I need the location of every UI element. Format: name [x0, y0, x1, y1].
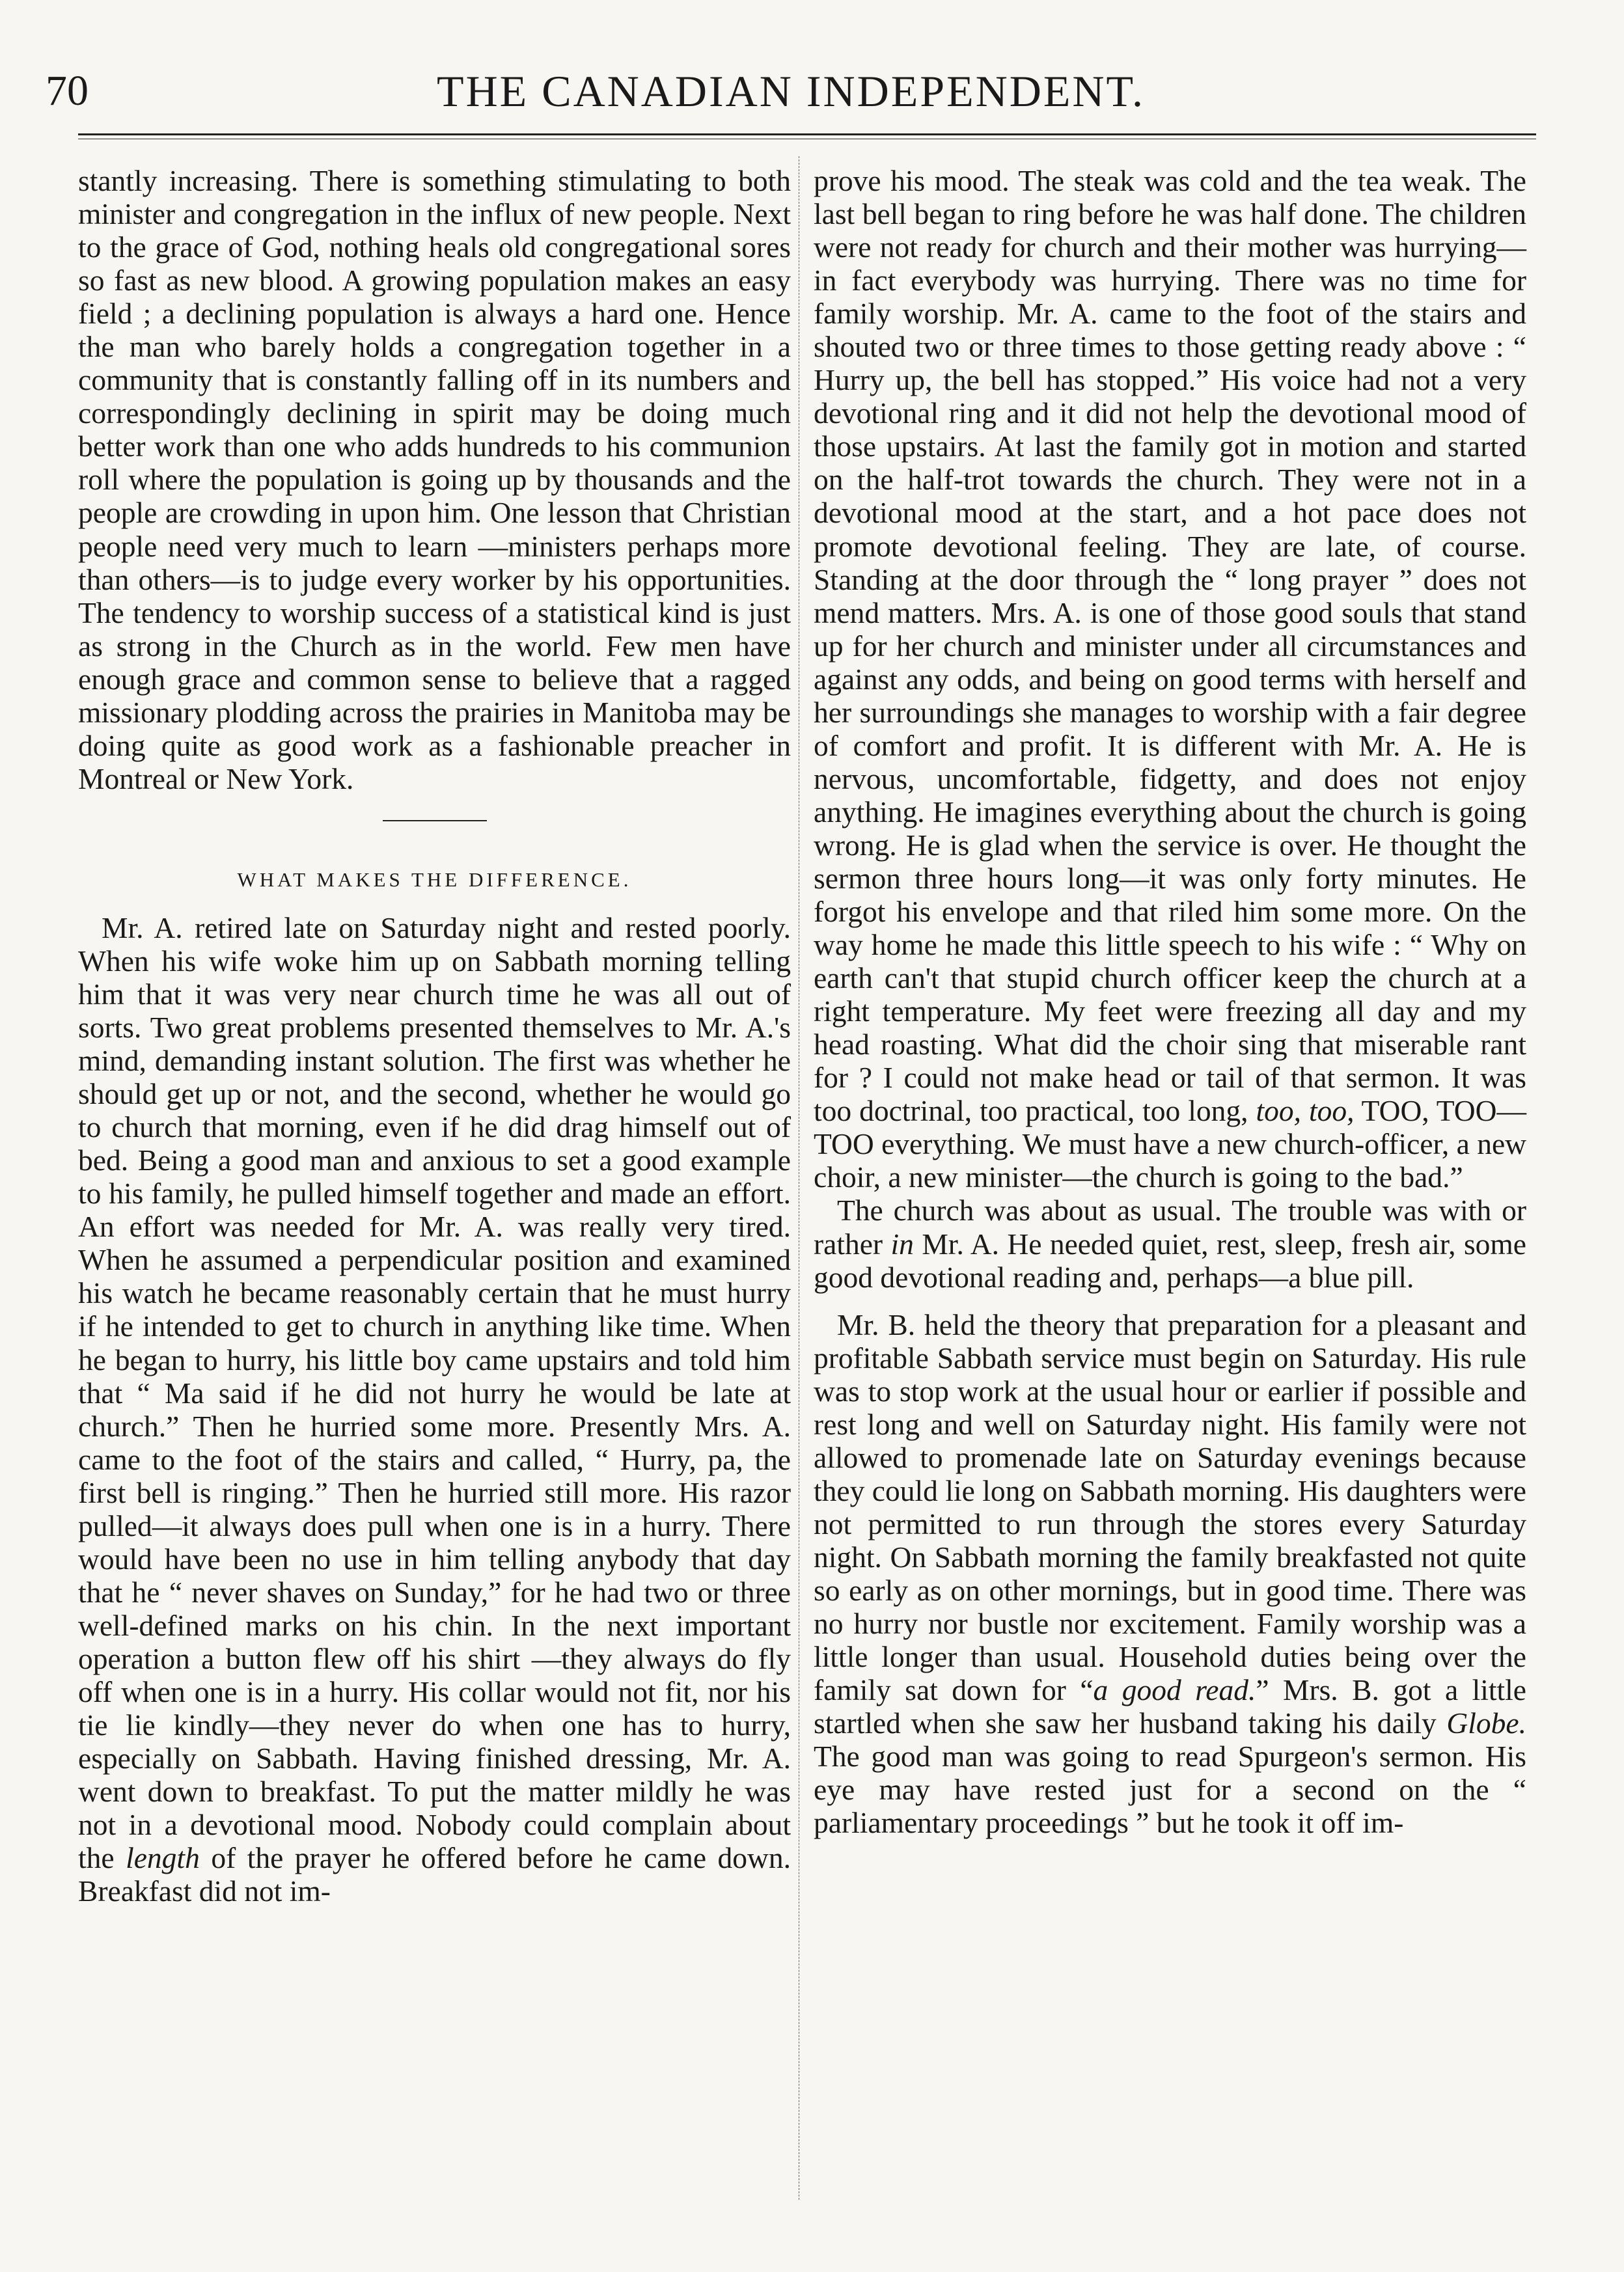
paragraph: [814, 1308, 1526, 1840]
paragraph-text: The church was about as usual. The trouble was with or rather: [814, 1194, 1526, 1261]
page-number: 70: [46, 67, 89, 115]
running-title: THE CANADIAN INDEPENDENT.: [437, 66, 1145, 116]
header-rule-thick: [78, 133, 1536, 135]
paragraph: [814, 164, 1526, 1194]
right-column: [814, 164, 1526, 1839]
paragraph-text: The good man was going to read Spurgeon's sermon. His eye may have rested just for a second on the “ parliamentary proceedings ” but he took it off im-: [814, 1740, 1526, 1840]
section-divider: [383, 820, 487, 821]
section-heading: WHAT MAKES THE DIFFERENCE.: [237, 868, 632, 891]
emphasis: in: [890, 1227, 914, 1261]
paragraph: [78, 911, 791, 1908]
paragraph-text: of the prayer he offered before he came down. Breakfast did not im-: [78, 1841, 791, 1908]
emphasis: Globe.: [1446, 1706, 1526, 1740]
paragraph-text: Mr. B. held the theory that preparation for a pleasant and profitable Sabbath service must begin on Saturday. His rule was to stop work at the usual hour or earlier if possible and rest long and well on Saturday night. His family were not allowed to promenade late on Saturday evenings because they could lie long on Sabbath morning. His daughters were not permitted to run through the stores every Saturday night. On Sabbath morning the family breakfasted not quite so early as on other mornings, but in good time. There was no hurry nor bustle nor excitement. Family worship was a little longer than usual. Household duties being over the family sat down for “: [814, 1307, 1526, 1707]
paragraph-text: prove his mood. The steak was cold and the tea weak. The last bell began to ring before he was half done. The children were not ready for church and their mother was hurrying—in fact everybody was hurrying. There was no time for family worship. Mr. A. came to the foot of the stairs and shouted two or three times to those getting ready above : “ Hurry up, the bell has stopped.” His voice had not a very devotional ring and it did not help the devotional mood of those upstairs. At last the family got in motion and started on the half-trot towards the church. They were not in a devotional mood at the start, and a hot pace does not promote devotional feeling. They are late, of course. Standing at the door through the “ long prayer ” does not mend matters. Mrs. A. is one of those good souls that stand up for her church and minister under all circumstances and against any odds, and being on good terms with herself and her surroundings she manages to worship with a fair degree of comfort and profit. It is different with Mr. A. He is nervous, uncomfortable, fidgetty, and does not enjoy anything. He imagines everything about the church is going wrong. He is glad when the service is over. He thought the sermon three hours long—it was only forty minutes. He forgot his envelope and that riled him some more. On the way home he made this little speech to his wife : “ Why on earth can't that stupid church officer keep the church at a right temperature. My feet were freezing all day and my head roasting. What did the choir sing that miserable rant for ? I could not make head or tail of that sermon. It was too doctrinal, too practical, too long,: [814, 164, 1526, 1128]
paragraph: [814, 1194, 1526, 1293]
emphasis: length: [126, 1841, 200, 1875]
paragraph-text: Mr. A. retired late on Saturday night and rested poorly. When his wife woke him up on Sabbath morning telling him that it was very near church time he was all out of sorts. Two great problems presented themselves to Mr. A.'s mind, demanding instant solution. The first was whether he should get up or not, and the second, whether he would go to church that morning, even if he did drag himself out of bed. Being a good man and anxious to set a good example to his family, he pulled himself together and made an effort. An effort was needed for Mr. A. was really very tired. When he assumed a perpendicular position and examined his watch he became reasonably certain that he must hurry if he intended to get to church in anything like time. When he began to hurry, his little boy came upstairs and told him that “ Ma said if he did not hurry he would be late at church.” Then he hurried some more. Presently Mrs. A. came to the foot of the stairs and called, “ Hurry, pa, the first bell is ringing.” Then he hurried still more. His razor pulled—it always does pull when one is in a hurry. There would have been no use in him telling anybody that day that he “ never shaves on Sunday,” for he had two or three well-defined marks on his chin. In the next important operation a button flew off his shirt —they always do fly off when one is in a hurry. His collar would not fit, nor his tie lie kindly—they never do when one has to hurry, especially on Sabbath. Having finished dressing, Mr. A. went down to breakfast. To put the matter mildly he was not in a devotional mood. Nobody could complain about the: [78, 910, 791, 1875]
left-column: [78, 164, 791, 1908]
emphasis: too, too,: [1256, 1094, 1355, 1128]
paragraph-text: stantly increasing. There is something stimulating to both minister and congregation in the influx of new people. Next to the grace of God, nothing heals old congregational sores so fast as new blood. A growing population makes an easy field ; a declining population is always a hard one. Hence the man who barely holds a congregation together in a community that is constantly falling off in its numbers and correspondingly declining in spirit may be doing much better work than one who adds hundreds to his communion roll where the population is going up by thousands and the people are crowding in upon him. One lesson that Christian people need very much to learn —ministers perhaps more than others—is to judge every worker by his opportunities. The tendency to worship success of a statistical kind is just as strong in the Church as in the world. Few men have enough grace and common sense to believe that a ragged missionary plodding across the prairies in Manitoba may be doing quite as good work as a fashionable preacher in Montreal or New York.: [78, 164, 791, 795]
paragraph-text: Mr. A. He needed quiet, rest, sleep, fresh air, some good devotional reading and, perhaps—a blue pill.: [814, 1227, 1527, 1294]
small-caps-text: TOO, TOO—TOO: [814, 1094, 1526, 1161]
paragraph-text: ” Mrs. B. got a little startled when she saw her husband taking his daily: [814, 1673, 1527, 1740]
page-header: [46, 62, 1536, 120]
paragraph: [78, 164, 791, 795]
paragraph-text: everything. We must have a new church-officer, a new choir, a new minister—the church is going to the bad.”: [814, 1127, 1526, 1194]
emphasis: a good read.: [1093, 1673, 1256, 1707]
